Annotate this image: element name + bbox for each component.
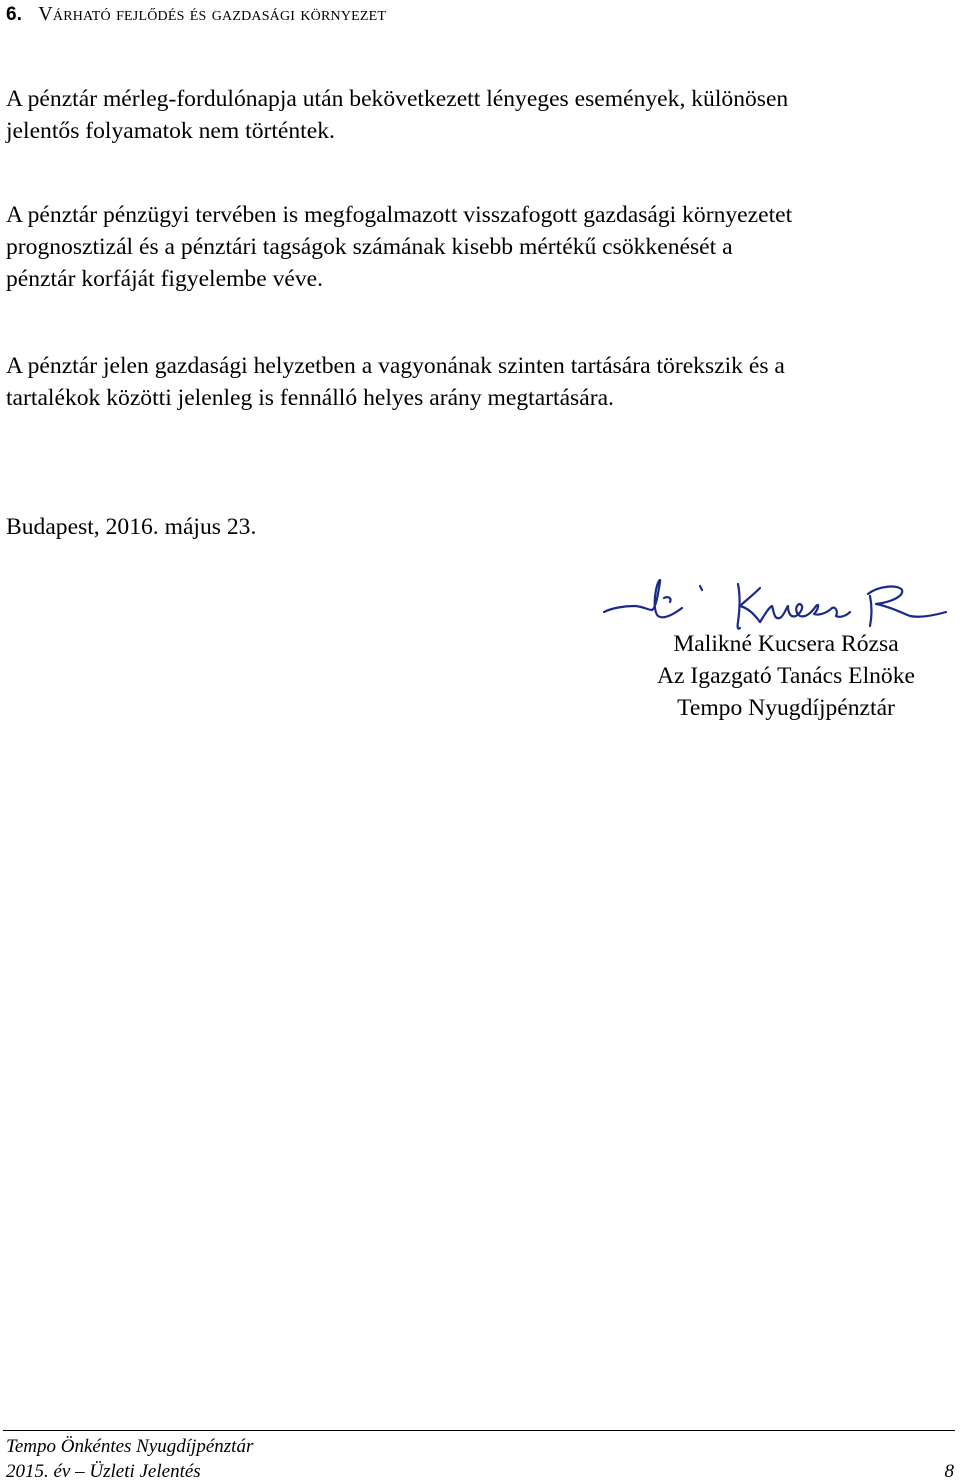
signatory-role: Az Igazgató Tanács Elnöke — [657, 663, 915, 689]
page-footer — [6, 1434, 954, 1484]
footer-document-title: 2015. év – Üzleti Jelentés — [6, 1461, 201, 1482]
footer-page-number: 8 — [944, 1461, 954, 1482]
paragraph-line: A pénztár mérleg-fordulónapja után bekövetkezett lényeges események, különösen — [6, 86, 789, 112]
section-number: 6. — [6, 4, 23, 25]
place-and-date: Budapest, 2016. május 23. — [6, 514, 257, 540]
paragraph-line: prognosztizál és a pénztári tagságok számának kisebb mértékű csökkenését a — [6, 234, 733, 260]
paragraph-line: jelentős folyamatok nem történtek. — [6, 118, 335, 144]
paragraph-economic-outlook — [6, 199, 956, 295]
footer-divider — [3, 1430, 955, 1431]
paragraph-line: A pénztár pénzügyi tervében is megfogalmazott visszafogott gazdasági környezetet — [6, 202, 793, 228]
paragraph-line: tartalékok közötti jelenleg is fennálló helyes arány megtartására. — [6, 385, 614, 411]
section-title: Várható fejlődés és gazdasági környezet — [38, 3, 387, 25]
signatory-block — [620, 628, 952, 724]
signatory-organization: Tempo Nyugdíjpénztár — [677, 695, 895, 721]
paragraph-line: A pénztár jelen gazdasági helyzetben a vagyonának szinten tartására törekszik és a — [6, 353, 785, 379]
section-heading — [6, 3, 386, 26]
footer-organization: Tempo Önkéntes Nyugdíjpénztár — [6, 1436, 254, 1457]
paragraph-line: pénztár korfáját figyelembe véve. — [6, 266, 324, 292]
signatory-name: Malikné Kucsera Rózsa — [673, 631, 899, 657]
paragraph-asset-strategy — [6, 350, 956, 414]
paragraph-subsequent-events — [6, 83, 956, 147]
